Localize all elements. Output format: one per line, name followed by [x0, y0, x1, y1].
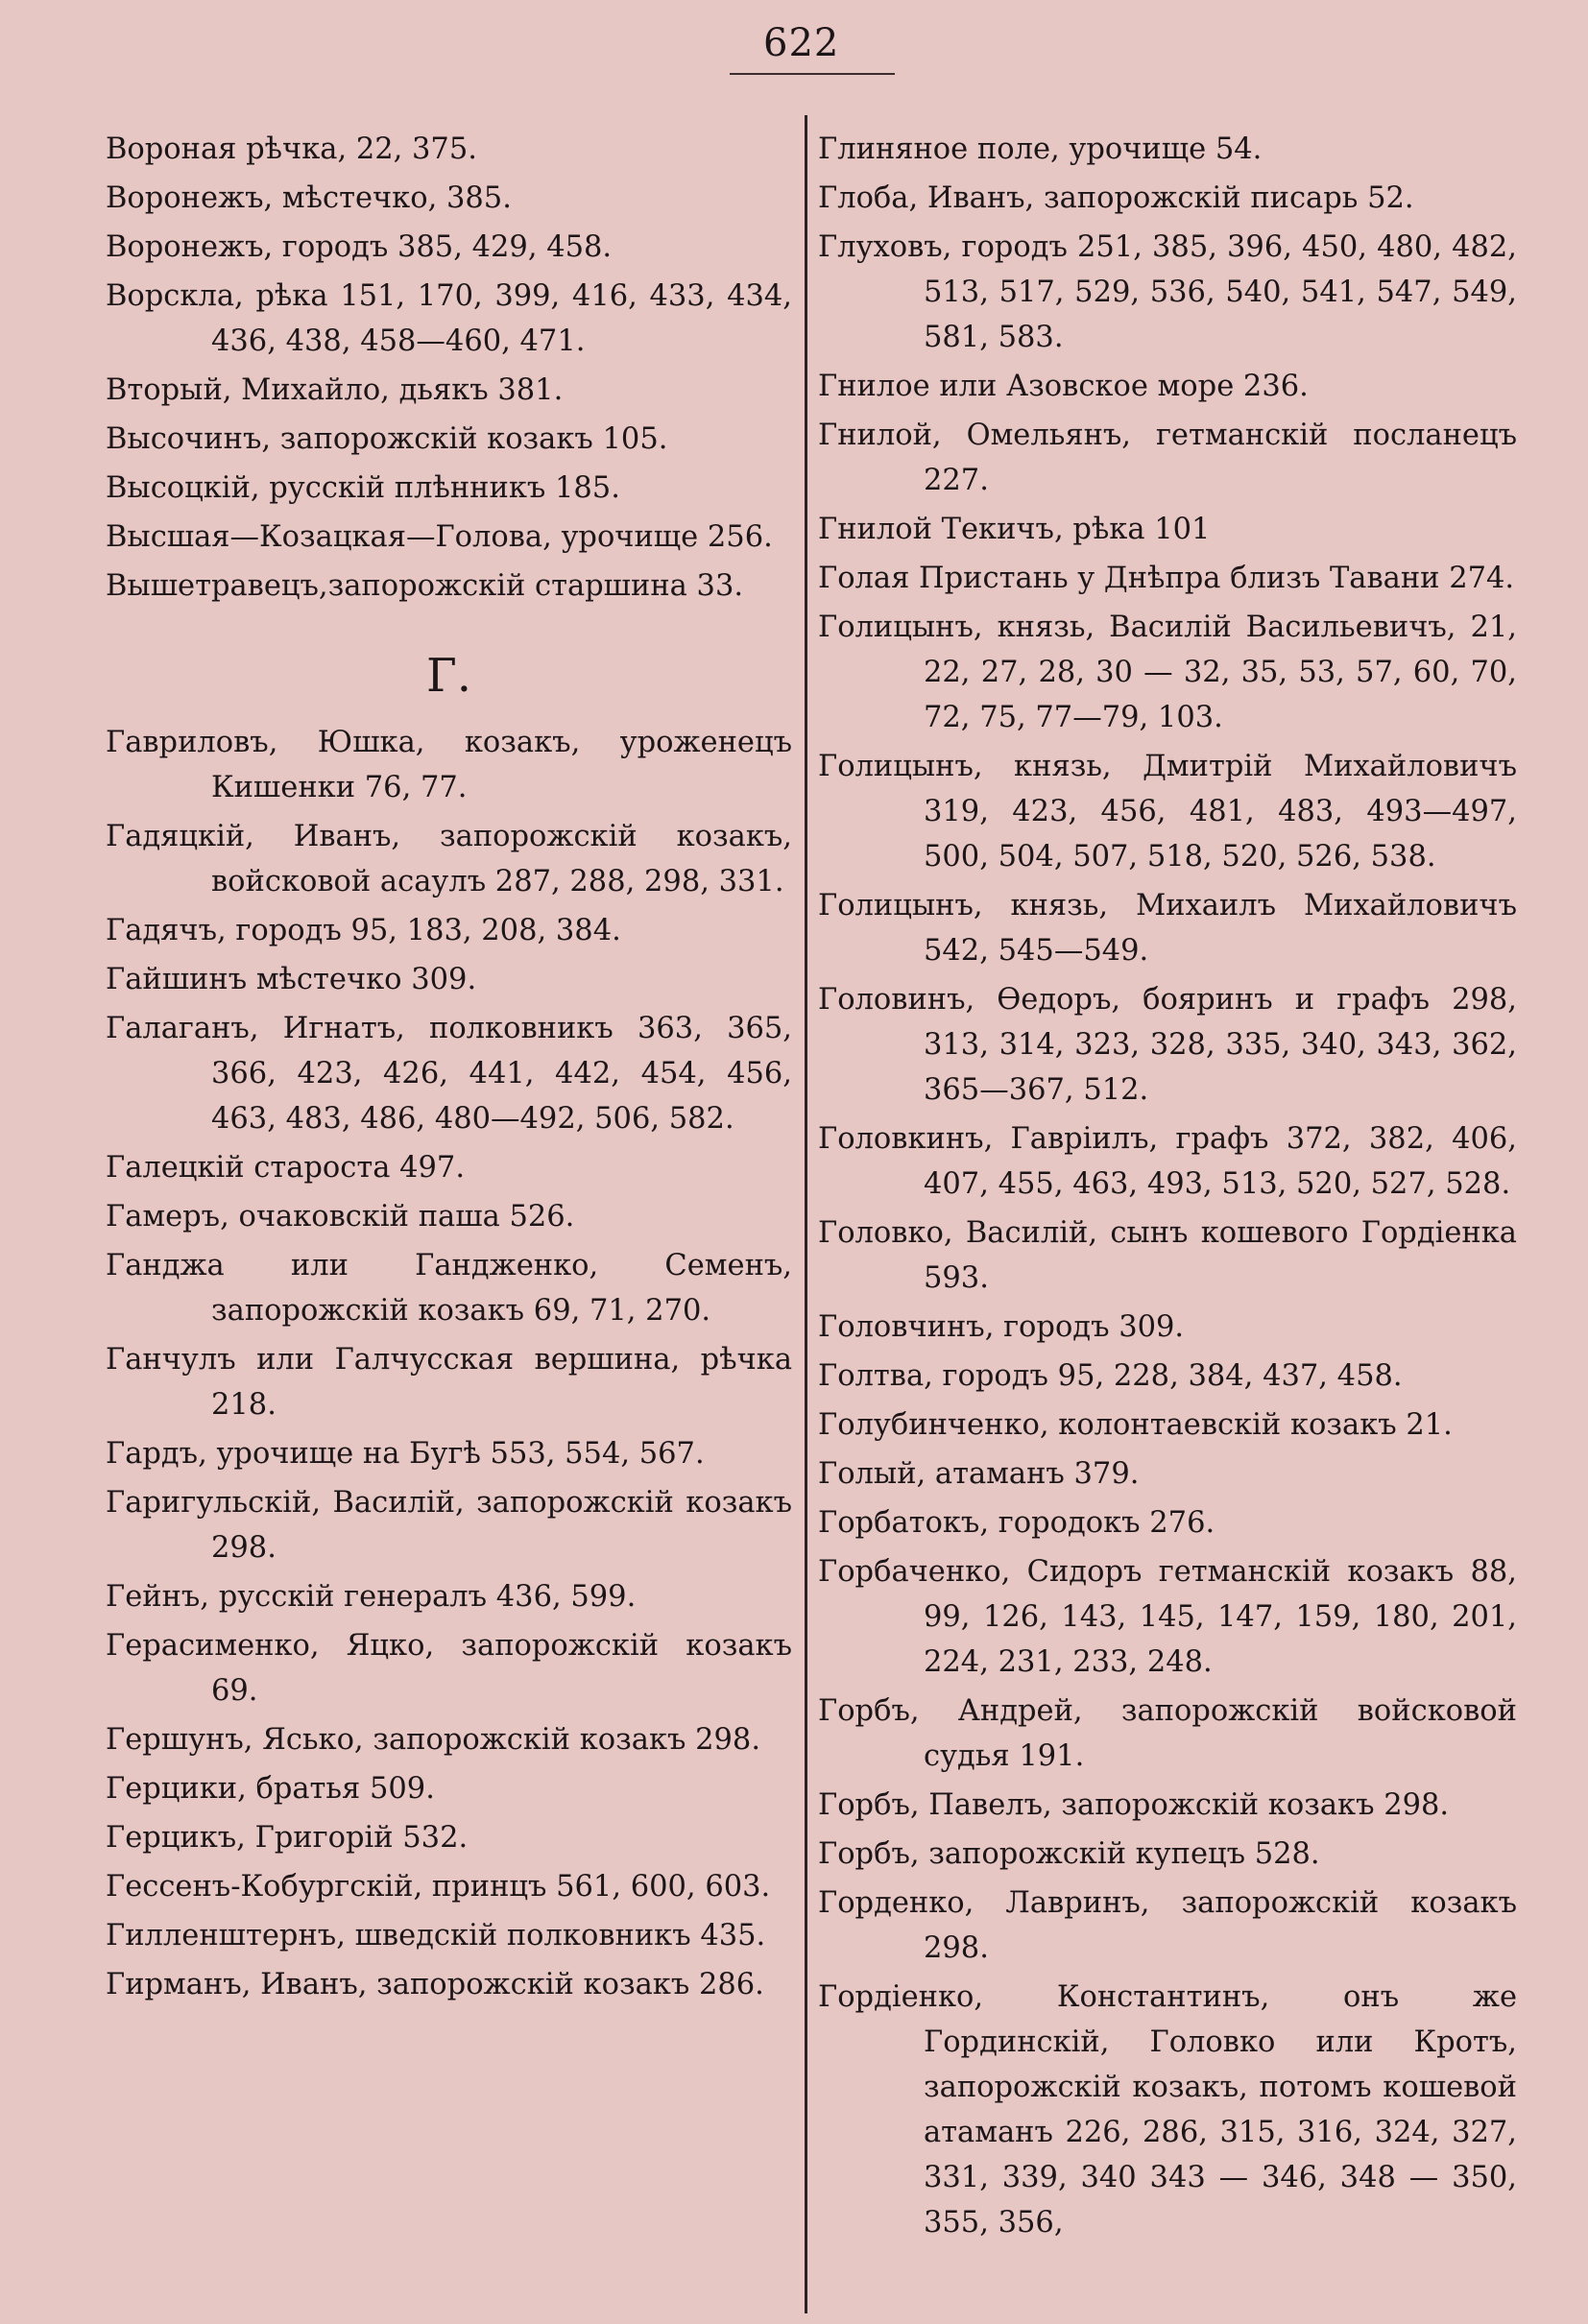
index-entry: Вышетравецъ,запорожскій старшина 33. — [106, 569, 744, 603]
index-entry: Горбаченко, Сидоръ гетманскій козакъ 88, 99, 126, 143, 145, 147, 159, 180, 201, 224, 231, 233, 248. — [818, 1555, 1517, 1679]
index-entry: Голубинченко, колонтаевскій козакъ 21. — [818, 1408, 1453, 1442]
index-entry: Гейнъ, русскій генералъ 436, 599. — [106, 1580, 637, 1614]
index-entry: Голицынъ, князь, Михаилъ Михайловичъ 542, 545—549. — [818, 889, 1517, 968]
index-entry: Глиняное поле, урочище 54. — [818, 132, 1263, 166]
index-entry: Головко, Василій, сынъ кошевого Гордіенка 593. — [818, 1216, 1517, 1295]
index-entry: Герцикъ, Григорій 532. — [106, 1821, 469, 1855]
index-entry: Горбъ, Андрей, запорожскій войсковой судья 191. — [818, 1694, 1517, 1773]
index-entry: Гессенъ-Кобургскій, принцъ 561, 600, 603. — [106, 1870, 771, 1904]
left-column — [106, 127, 792, 2011]
index-entry: Воронежъ, мѣстечко, 385. — [106, 181, 512, 215]
index-entry: Голтва, городъ 95, 228, 384, 437, 458. — [818, 1359, 1403, 1393]
index-entry: Герцики, братья 509. — [106, 1772, 435, 1806]
page-number: 622 — [763, 21, 840, 65]
index-entry: Горбъ, Павелъ, запорожскій козакъ 298. — [818, 1788, 1450, 1822]
index-entry: Гилленштернъ, шведскій полковникъ 435. — [106, 1919, 766, 1953]
index-entry: Высочинъ, запорожскій козакъ 105. — [106, 422, 668, 456]
letter-heading: Г. — [425, 649, 472, 703]
index-entry: Глоба, Иванъ, запорожскій писарь 52. — [818, 181, 1414, 215]
index-entry: Гадячъ, городъ 95, 183, 208, 384. — [106, 914, 621, 947]
index-entry: Ганчулъ или Галчусская вершина, рѣчка 218. — [106, 1343, 792, 1422]
index-entry: Ганджа или Гандженко, Семенъ, запорожскій козакъ 69, 71, 270. — [106, 1249, 792, 1328]
left-entries-before — [106, 127, 792, 609]
index-entry: Гамеръ, очаковскій паша 526. — [106, 1200, 575, 1234]
index-entry: Гайшинъ мѣстечко 309. — [106, 963, 477, 996]
index-entry: Гнилое или Азовское море 236. — [818, 370, 1309, 403]
index-entry: Гавриловъ, Юшка, козакъ, уроженецъ Кишенки 76, 77. — [106, 726, 792, 804]
index-entry: Гнилой, Омельянъ, гетманскій посланецъ 227. — [818, 419, 1517, 497]
right-column — [818, 127, 1517, 2249]
index-entry: Головкинъ, Гавріилъ, графъ 372, 382, 406, 407, 455, 463, 493, 513, 520, 527, 528. — [818, 1122, 1517, 1201]
index-entry: Голый, атаманъ 379. — [818, 1457, 1140, 1491]
index-entry: Высшая—Козацкая—Голова, урочище 256. — [106, 520, 773, 554]
index-entry: Гардъ, урочище на Бугѣ 553, 554, 567. — [106, 1437, 705, 1471]
index-entry: Гордіенко, Константинъ, онъ же Гординскій, Головко или Кротъ, запорожскій козакъ, потомъ кошевой атаманъ 226, 286, 315, 316, 324, 327, 331, 339, 340 343 — 346, 348 — 350, 355, 356, — [818, 1980, 1517, 2240]
index-entry: Воронaя рѣчка, 22, 375. — [106, 132, 477, 166]
index-entry: Горденко, Лавринъ, запорожскій козакъ 298. — [818, 1886, 1517, 1965]
index-entry: Гадяцкій, Иванъ, запорожскій козакъ, войсковой асаулъ 287, 288, 298, 331. — [106, 820, 792, 898]
index-entry: Глуховъ, городъ 251, 385, 396, 450, 480, 482, 513, 517, 529, 536, 540, 541, 547, 549, 581, 583. — [818, 230, 1517, 354]
index-entry: Горбатокъ, городокъ 276. — [818, 1506, 1215, 1540]
index-entry: Голицынъ, князь, Дмитрій Михайловичъ 319, 423, 456, 481, 483, 493—497, 500, 504, 507, 518, 520, 526, 538. — [818, 750, 1517, 874]
right-entries — [818, 127, 1517, 2245]
index-entry: Голая Пристань у Днѣпра близъ Тавани 274. — [818, 562, 1515, 595]
column-divider — [805, 115, 807, 2313]
index-entry: Вторый, Михайло, дьякъ 381. — [106, 373, 564, 407]
index-entry: Герасименко, Яцко, запорожскій козакъ 69. — [106, 1629, 792, 1708]
index-entry: Головинъ, Ѳедоръ, бояринъ и графъ 298, 313, 314, 323, 328, 335, 340, 343, 362, 365—367, 512. — [818, 983, 1517, 1107]
index-entry: Голицынъ, князь, Василій Васильевичъ, 21, 22, 27, 28, 30 — 32, 35, 53, 57, 60, 70, 72, 75, 77—79, 103. — [818, 611, 1517, 734]
index-entry: Галаганъ, Игнатъ, полковникъ 363, 365, 366, 423, 426, 441, 442, 454, 456, 463, 483, 486, 480—492, 506, 582. — [106, 1012, 792, 1136]
index-entry: Гершунъ, Ясько, запорожскій козакъ 298. — [106, 1723, 761, 1757]
index-entry: Воронежъ, городъ 385, 429, 458. — [106, 230, 613, 264]
index-entry: Галецкій староста 497. — [106, 1151, 466, 1185]
header-rule — [730, 73, 895, 75]
index-entry: Ворскла, рѣка 151, 170, 399, 416, 433, 434, 436, 438, 458—460, 471. — [106, 279, 792, 358]
index-entry: Горбъ, запорожскій купецъ 528. — [818, 1837, 1320, 1871]
index-entry: Гаригульскій, Василій, запорожскій козакъ 298. — [106, 1486, 792, 1565]
left-entries-after — [106, 720, 792, 2007]
index-entry: Гнилой Текичъ, рѣка 101 — [818, 513, 1211, 546]
index-entry: Гирманъ, Иванъ, запорожскій козакъ 286. — [106, 1968, 764, 2001]
index-entry: Головчинъ, городъ 309. — [818, 1310, 1185, 1344]
index-entry: Высоцкій, русскій плѣнникъ 185. — [106, 471, 620, 505]
